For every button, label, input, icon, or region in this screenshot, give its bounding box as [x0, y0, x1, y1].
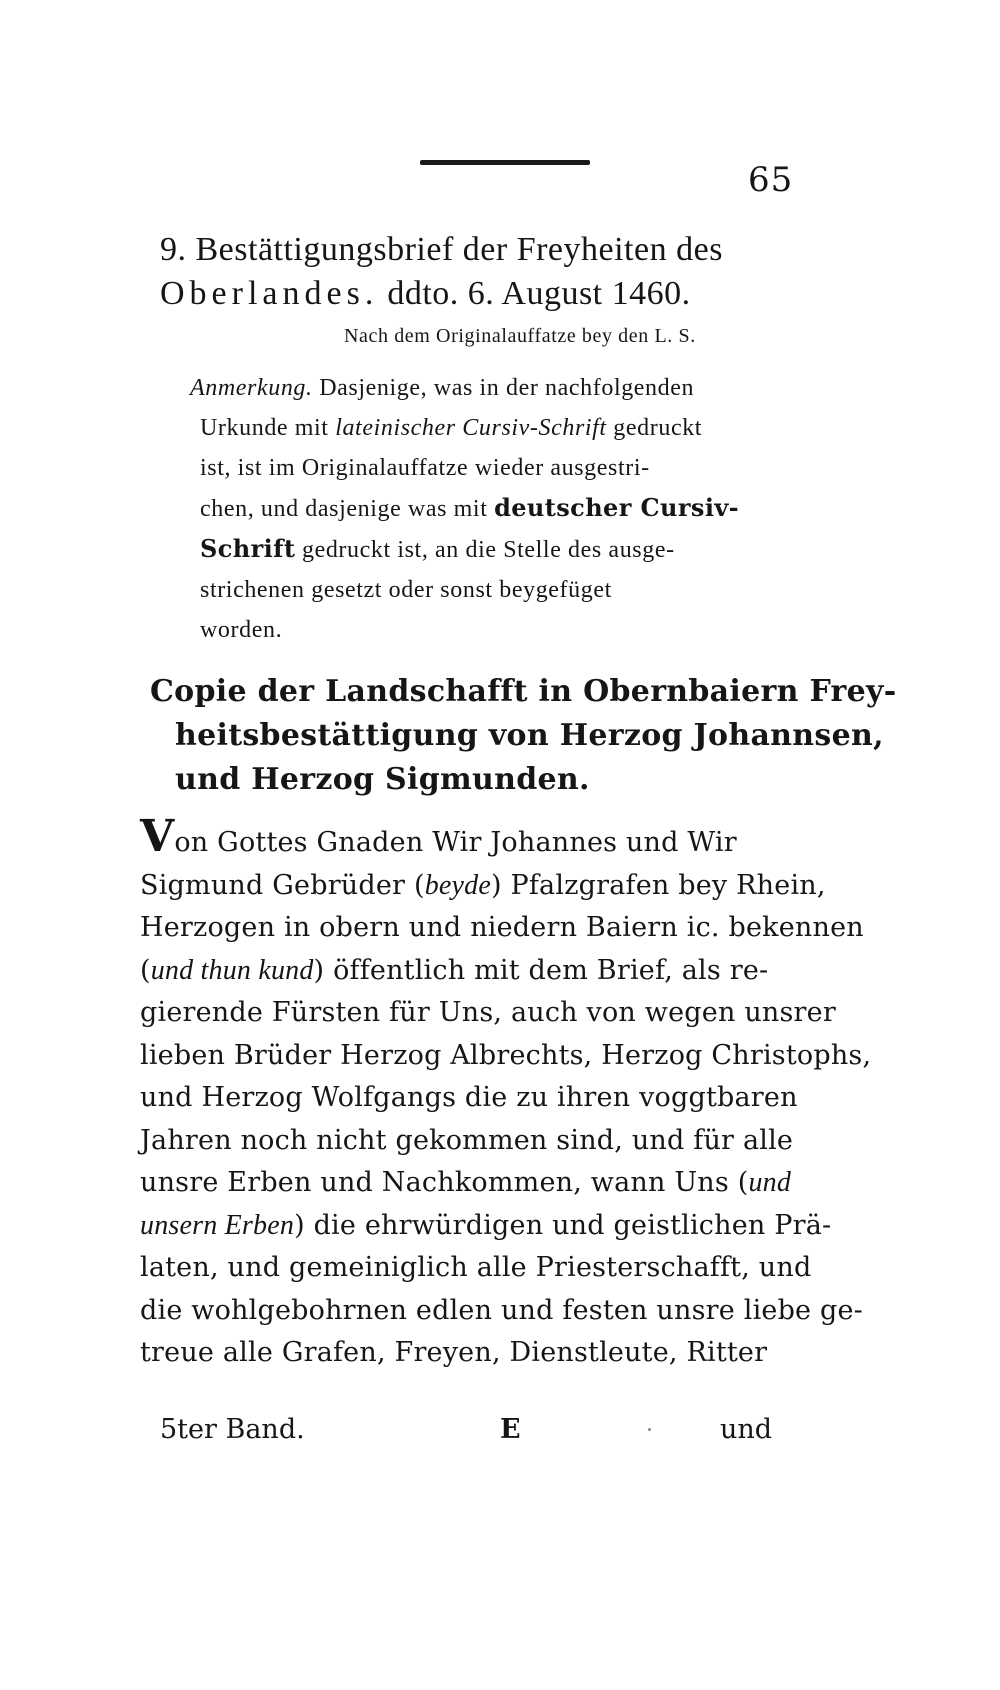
body-line-3: Herzogen in obern und niedern Baiern ic. bekennen	[140, 912, 864, 943]
heading-title-part1: Bestättigungsbrief der Freyheiten des	[195, 231, 723, 268]
remark-line-1: Anmerkung. Dasjenige, was in der nachfolgenden	[190, 375, 695, 401]
heading-title-date: ddto. 6. August 1460.	[378, 275, 691, 312]
german-cursive-term-end: Schrift	[200, 534, 296, 563]
heading-number: 9.	[160, 231, 187, 268]
body-line-9: unsre Erben und Nachkommen, wann Uns (und	[140, 1167, 792, 1198]
body-line-5: gierende Fürsten für Uns, auch von wegen unsrer	[140, 997, 836, 1028]
remark-label: Anmerkung.	[190, 375, 313, 401]
page-footer	[160, 1414, 800, 1454]
body-line-12: die wohlgebohrnen edlen und festen unsre liebe ge-	[140, 1294, 864, 1326]
body-line-10: unsern Erben) die ehrwürdigen und geistlichen Prä-	[140, 1209, 832, 1241]
remark-line-7: worden.	[200, 617, 283, 643]
heading-line-1	[160, 228, 830, 272]
volume-label: 5ter Band.	[160, 1414, 305, 1445]
heading-line-2	[160, 272, 830, 316]
signature-mark: E	[500, 1414, 521, 1445]
remark-line-5: Schrift gedruckt ist, an die Stelle des ausge-	[200, 534, 675, 563]
remark-line-3: ist, ist im Originalauffatze wieder ausgestri-	[200, 455, 650, 481]
catchword: und	[720, 1414, 773, 1445]
drop-cap: V	[140, 811, 175, 862]
heading-title-spaced: Oberlandes.	[160, 275, 379, 312]
copie-heading-line-3: und Herzog Sigmunden.	[175, 762, 590, 797]
section-heading	[160, 228, 830, 316]
remark-line-4: chen, und dasjenige was mit deutscher Cursiv-	[200, 493, 740, 522]
latin-cursive-term: lateinischer Cursiv-Schrift	[335, 415, 607, 441]
german-cursive-term: deutscher Cursiv-	[494, 493, 740, 522]
footer-dot	[648, 1428, 651, 1431]
remark-line-6: strichenen gesetzt oder sonst beygefüget	[200, 577, 612, 603]
page-number: 65	[748, 160, 794, 200]
remark-line-2: Urkunde mit lateinischer Cursiv-Schrift gedruckt	[200, 415, 703, 441]
body-line-8: Jahren noch nicht gekommen sind, und für alle	[140, 1124, 794, 1156]
header-rule	[420, 160, 590, 165]
body-line-7: und Herzog Wolfgangs die zu ihren voggtbaren	[140, 1082, 798, 1113]
copie-heading	[150, 670, 897, 802]
body-line-11: laten, und gemeiniglich alle Priesterschafft, und	[140, 1252, 812, 1283]
remark-paragraph	[190, 368, 830, 650]
body-line-13: treue alle Grafen, Freyen, Dienstleute, Ritter	[140, 1337, 768, 1368]
body-line-1: Von Gottes Gnaden Wir Johannes und Wir	[140, 811, 737, 862]
body-line-4: (und thun kund) öffentlich mit dem Brief, als re-	[140, 954, 769, 986]
document-body	[140, 811, 872, 1375]
source-note: Nach dem Originalauffatze bey den L. S.	[344, 325, 696, 347]
copie-heading-line-1: Copie der Landschafft in Obernbaiern Frey-	[150, 674, 897, 709]
body-line-2: Sigmund Gebrüder (beyde) Pfalzgrafen bey Rhein,	[140, 869, 826, 901]
body-line-6: lieben Brüder Herzog Albrechts, Herzog Christophs,	[140, 1039, 872, 1071]
copie-heading-line-2: heitsbestättigung von Herzog Johannsen,	[175, 718, 884, 753]
